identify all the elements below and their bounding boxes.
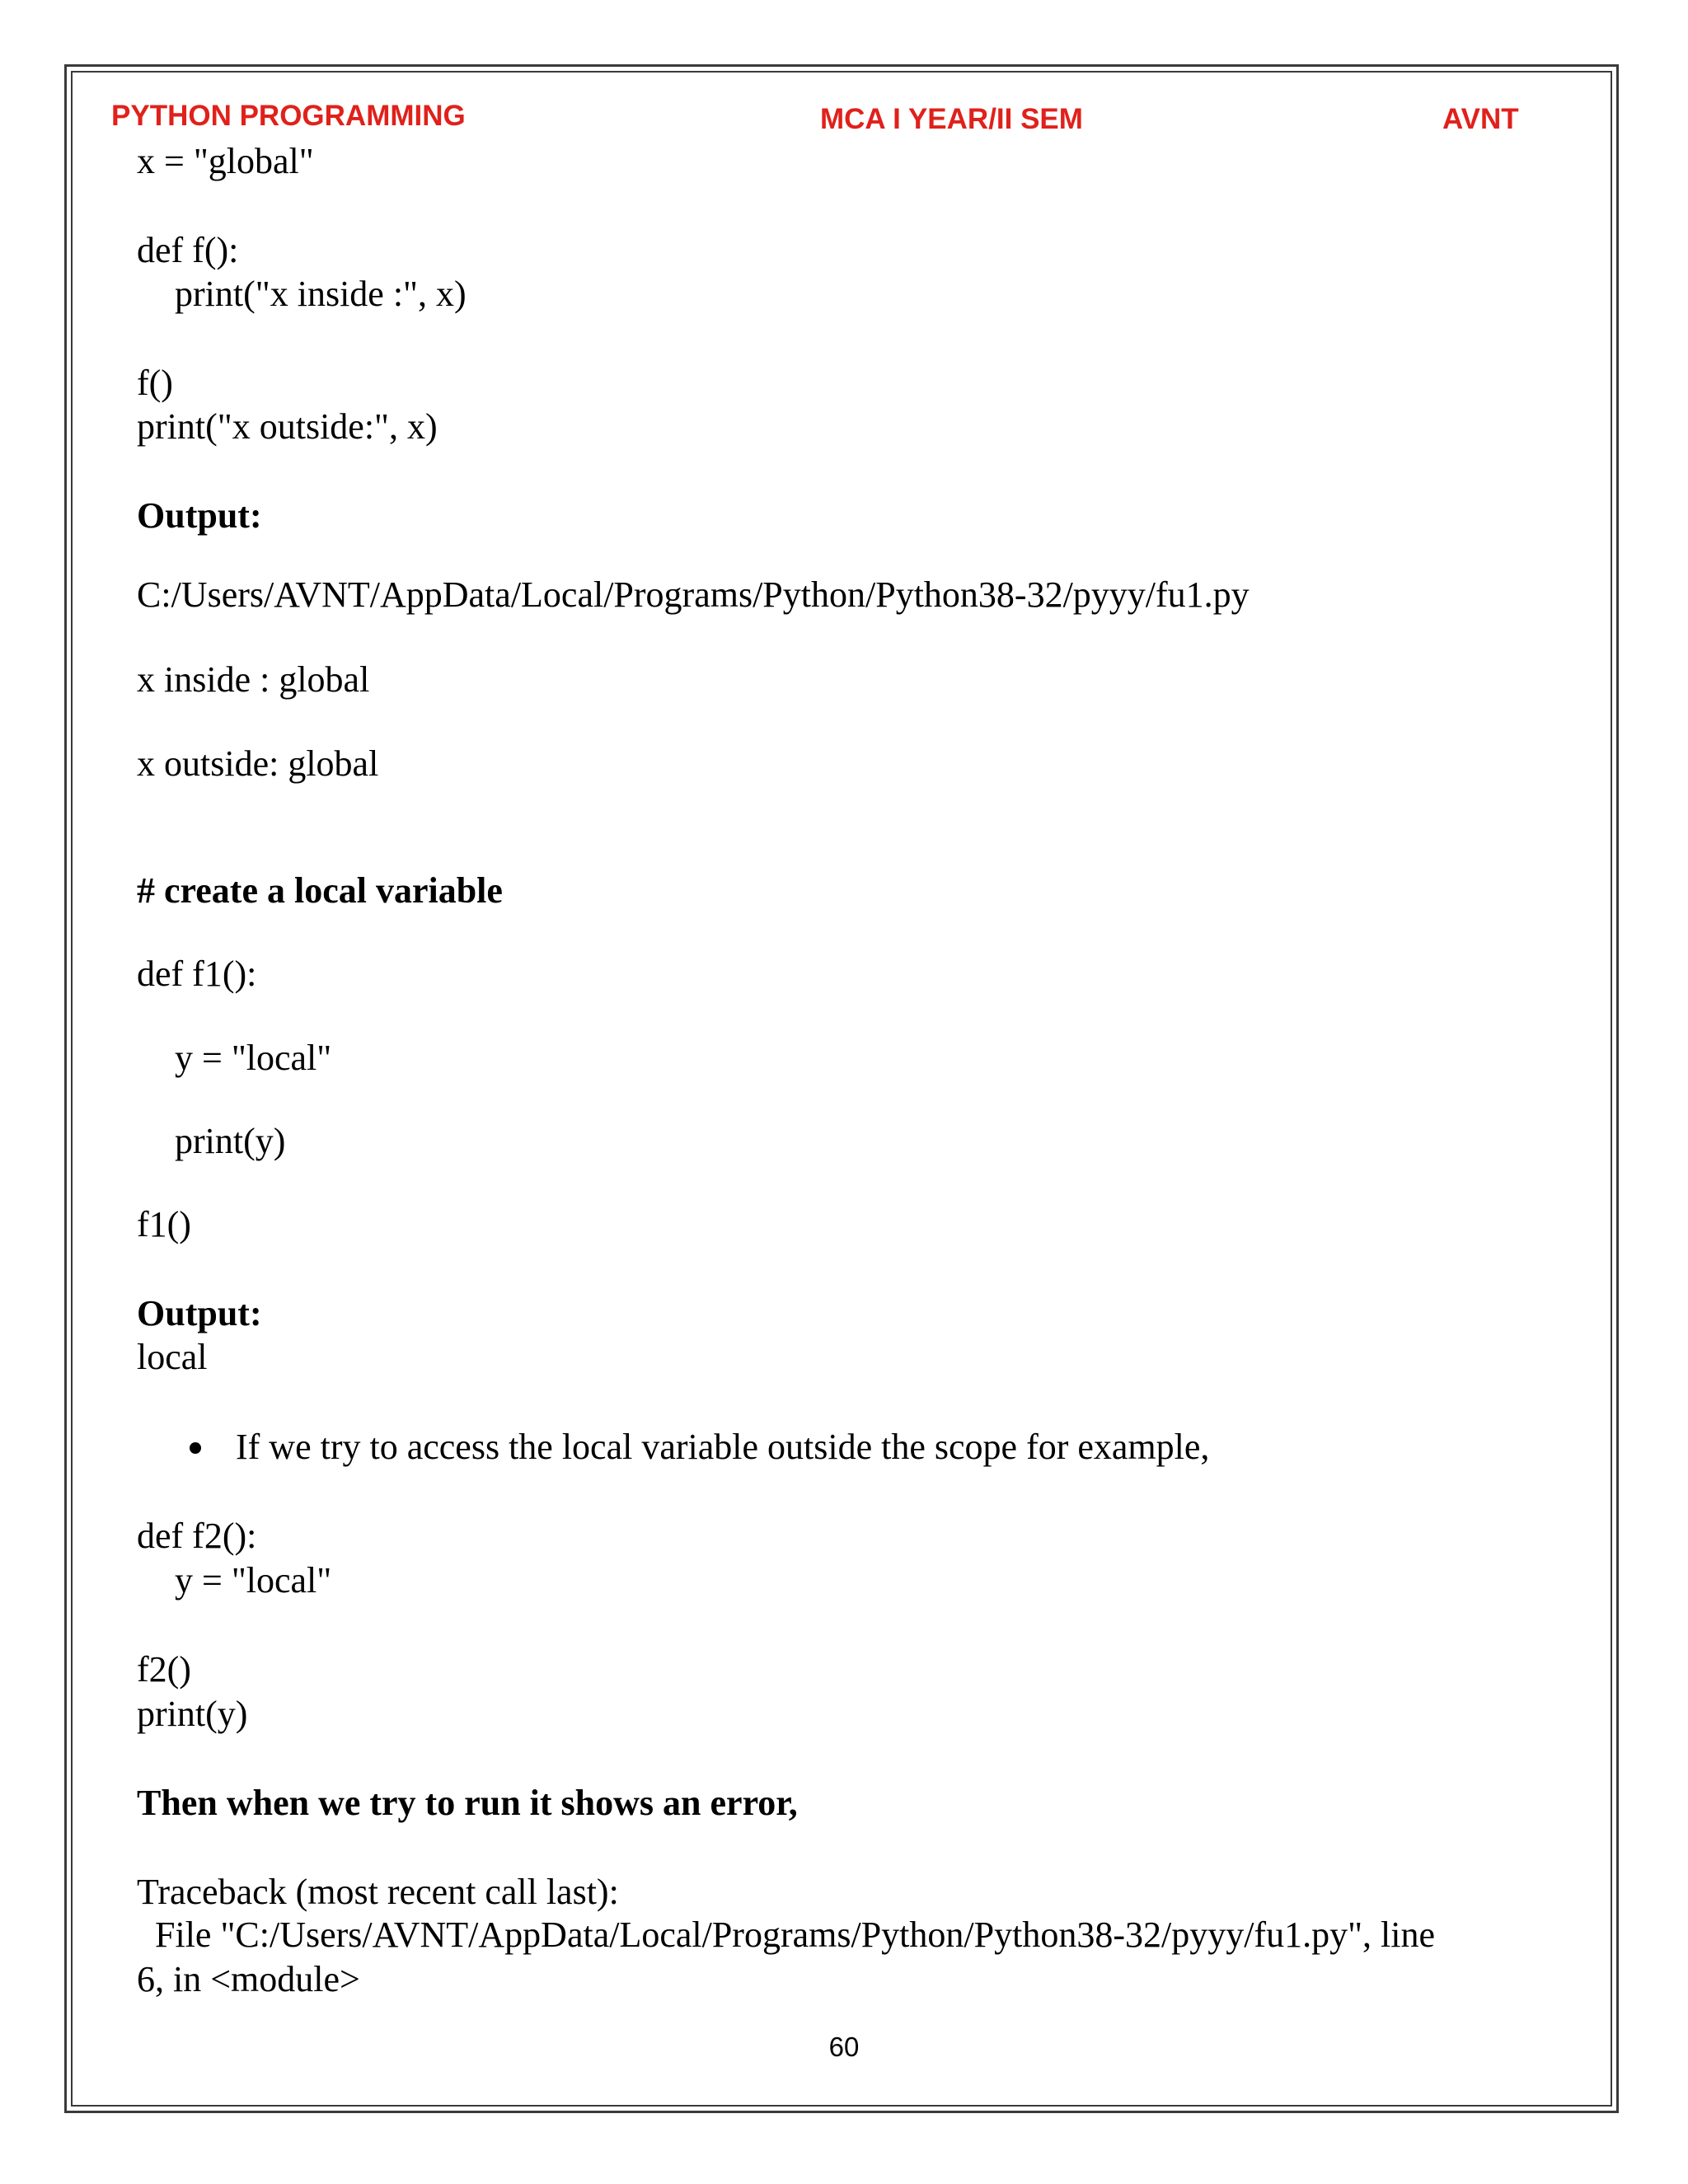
code-comment: # create a local variable [137,870,503,911]
output-line: x inside : global [137,659,370,700]
code-line: def f2(): [137,1516,257,1556]
output-line: local [137,1337,208,1377]
header-author: AVNT [1442,103,1519,135]
code-line: y = "local" [175,1560,332,1601]
code-line: f2() [137,1649,191,1690]
code-line: x = "global" [137,141,314,181]
page-number: 60 [828,2032,860,2062]
code-line: print(y) [175,1121,286,1161]
code-line: f() [137,363,173,403]
code-line: y = "local" [175,1038,332,1078]
header-course-title: PYTHON PROGRAMMING [111,100,466,132]
error-heading: Then when we try to run it shows an error, [137,1783,798,1823]
bullet-text: If we try to access the local variable outside the scope for example, [236,1427,1210,1467]
header-semester: MCA I YEAR/II SEM [820,103,1083,135]
bullet-icon [190,1442,201,1454]
output-heading: Output: [137,1293,262,1333]
output-line: C:/Users/AVNT/AppData/Local/Programs/Python/Python38-32/pyyy/fu1.py [137,574,1250,615]
output-line: x outside: global [137,743,379,784]
traceback-line: Traceback (most recent call last): [137,1872,619,1912]
traceback-line: File "C:/Users/AVNT/AppData/Local/Programs/Python/Python38-32/pyyy/fu1.py", line [137,1915,1436,1955]
code-line: print(y) [137,1694,248,1734]
code-line: def f1(): [137,954,257,994]
code-line: f1() [137,1204,191,1244]
code-line: print("x inside :", x) [175,274,467,314]
code-line: def f(): [137,230,239,270]
traceback-line: 6, in <module> [137,1959,360,1999]
output-heading: Output: [137,495,262,536]
code-line: print("x outside:", x) [137,406,438,447]
